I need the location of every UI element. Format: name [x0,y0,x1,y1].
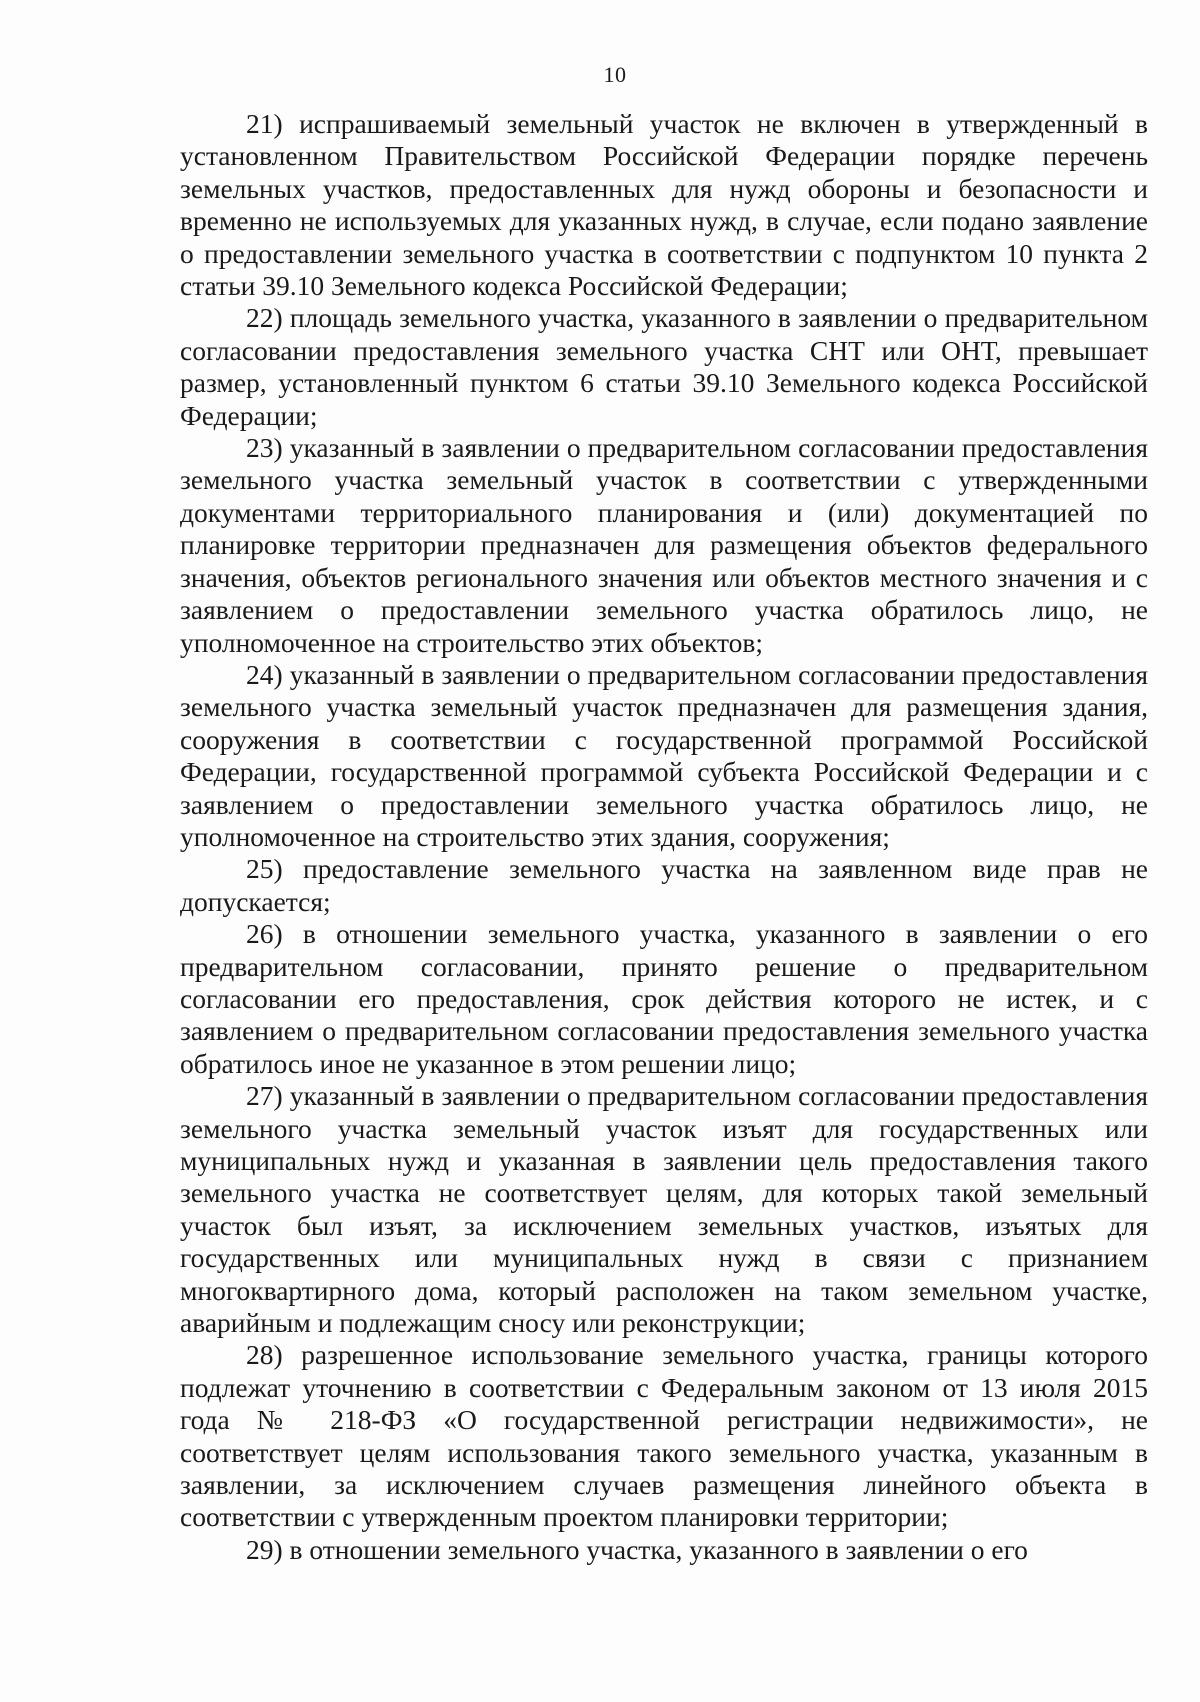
item-number: 26) [246,918,283,950]
item-text: площадь земельного участка, указанного в заявлении о предварительном согласовании предоставления земельного участка СНТ или ОНТ, превышает размер, установленный пунктом 6 статьи 39.10 Земельного кодекса Российской Федерации; [180,302,1148,431]
list-item [180,853,1148,918]
item-number: 23) [246,432,283,464]
item-number: 24) [246,658,283,690]
item-number: 28) [246,1339,283,1371]
item-number: 27) [246,1080,283,1112]
item-text: в отношении земельного участка, указанного в заявлении о его [289,1533,1028,1565]
list-item [180,432,1148,659]
item-text: указанный в заявлении о предварительном согласовании предоставления земельного участка земельный участок в соответствии с утвержденными документами территориального планирования и (или) документацией по планировке территории предназначен для размещения объектов федерального значения, объектов регионального значения или объектов местного значения и с заявлением о предоставлении земельного участка обратилось лицо, не уполномоченное на строительство этих объектов; [180,432,1148,658]
item-number: 29) [246,1533,283,1565]
page-number: 10 [603,62,627,87]
item-text: разрешенное использование земельного участка, границы которого подлежат уточнению в соответствии с Федеральным законом от 13 июля 2015 года № 218-ФЗ «О государственной регистрации недвижимости», не соответствует целям использования такого земельного участка, указанным в заявлении, за исключением случаев размещения линейного объекта в соответствии с утвержденным проектом планировки территории; [180,1339,1149,1533]
item-number: 25) [246,853,283,885]
list-item [180,918,1148,1080]
item-text: испрашиваемый земельный участок не включен в утвержденный в установленном Правительством Российской Федерации порядке перечень земельных участков, предоставленных для нужд обороны и безопасности и временно не используемых для указанных нужд, в случае, если подано заявление о предоставлении земельного участка в соответствии с подпунктом 10 пункта 2 статьи 39.10 Земельного кодекса Российской Федерации; [180,108,1149,302]
item-text: указанный в заявлении о предварительном согласовании предоставления земельного участка земельный участок предназначен для размещения здания, сооружения в соответствии с государственной программой Российской Федерации, государственной программой субъекта Российской Федерации и с заявлением о предоставлении земельного участка обратилось лицо, не уполномоченное на строительство этих здания, сооружения; [180,658,1148,852]
list-item [180,302,1148,432]
item-number: 21) [246,108,283,139]
list-item [180,1080,1148,1339]
item-text: указанный в заявлении о предварительном согласовании предоставления земельного участка земельный участок изъят для государственных или муниципальных нужд и указанная в заявлении цель предоставления такого земельного участка не соответствует целям, для которых такой земельный участок был изъят, за исключением земельных участков, изъятых для государственных или муниципальных нужд в связи с признанием многоквартирного дома, который расположен на таком земельном участке, аварийным и подлежащим сносу или реконструкции; [180,1080,1148,1339]
item-text: в отношении земельного участка, указанного в заявлении о его предварительном согласовании, принято решение о предварительном согласовании его предоставления, срок действия которого не истек, и с заявлением о предварительном согласовании предоставления земельного участка обратилось иное не указанное в этом решении лицо; [180,918,1148,1079]
item-number: 22) [246,302,283,334]
list-item [180,1534,1148,1566]
list-item [180,1339,1148,1533]
item-text: предоставление земельного участка на заявленном виде прав не допускается; [180,853,1148,917]
list-item [180,659,1148,853]
document-body [180,108,1148,1566]
list-item [180,108,1148,302]
